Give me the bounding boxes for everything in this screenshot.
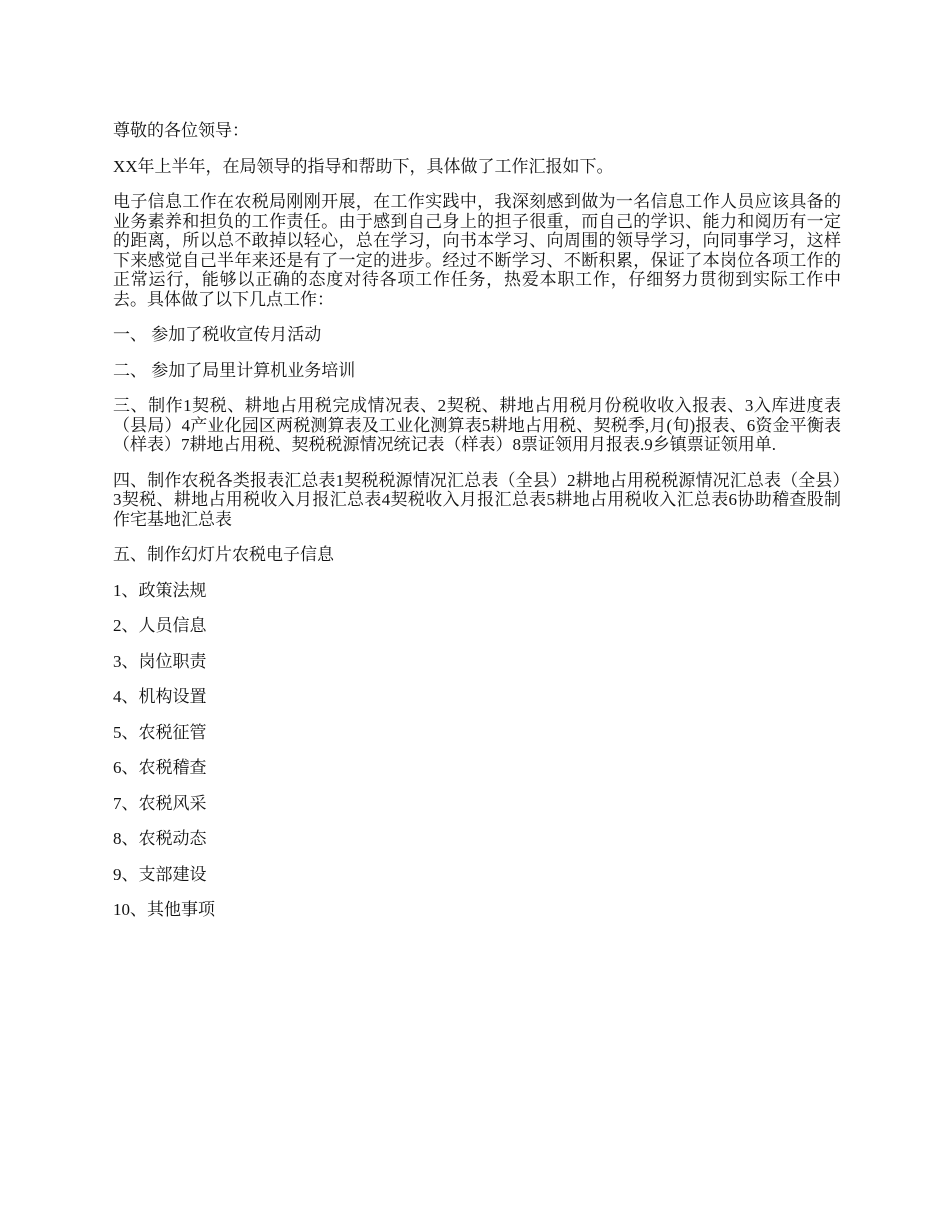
body-paragraph: 电子信息工作在农税局刚刚开展，在工作实践中，我深刻感到做为一名信息工作人员应该具备的业务素养和担负的工作责任。由于感到自己身上的担子很重，而自己的学识、能力和阅历有一定的距离，所以总不敢掉以轻心，总在学习，向书本学习、向周围的领导学习，向同事学习，这样下来感觉自己半年来还是有了一定的进步。经过不断学习、不断积累，保证了本岗位各项工作的正常运行，能够以正确的态度对待各项工作任务，热爱本职工作，仔细努力贯彻到实际工作中去。具体做了以下几点工作： bbox=[113, 192, 841, 309]
salutation: 尊敬的各位领导： bbox=[113, 121, 249, 140]
list-item: 7、农税风采 bbox=[113, 793, 207, 813]
work-item-5: 五、制作幻灯片农税电子信息 bbox=[113, 545, 334, 564]
list-item: 1、政策法规 bbox=[113, 580, 207, 600]
list-item: 9、支部建设 bbox=[113, 864, 207, 884]
list-item: 6、农税稽查 bbox=[113, 758, 207, 777]
list-item: 5、农税征管 bbox=[113, 722, 207, 742]
list-item: 10、其他事项 bbox=[113, 900, 215, 919]
work-item-4: 四、制作农税各类报表汇总表1契税税源情况汇总表（全县）2耕地占用税税源情况汇总表（全县）3契税、耕地占用税收入月报汇总表4契税收入月报汇总表5耕地占用税收入汇总表6协助稽查股制作宅基地汇总表 bbox=[113, 470, 841, 529]
work-item-2: 二、 参加了局里计算机业务培训 bbox=[113, 360, 356, 380]
work-item-1: 一、 参加了税收宣传月活动 bbox=[113, 325, 322, 344]
list-item: 3、岗位职责 bbox=[113, 651, 207, 671]
work-item-3: 三、制作1契税、耕地占用税完成情况表、2契税、耕地占用税月份税收收入报表、3入库进度表（县局）4产业化园区两税测算表及工业化测算表5耕地占用税、契税季,月(旬)报表、6资金平衡表（样表）7耕地占用税、契税税源情况统记表（样表）8票证领用月报表.9乡镇票证领用单. bbox=[113, 396, 841, 454]
document-body bbox=[113, 121, 841, 936]
list-item: 4、机构设置 bbox=[113, 687, 207, 706]
list-item: 2、人员信息 bbox=[113, 616, 207, 635]
intro-paragraph: XX年上半年，在局领导的指导和帮助下，具体做了工作汇报如下。 bbox=[113, 156, 614, 176]
list-item: 8、农税动态 bbox=[113, 829, 207, 848]
